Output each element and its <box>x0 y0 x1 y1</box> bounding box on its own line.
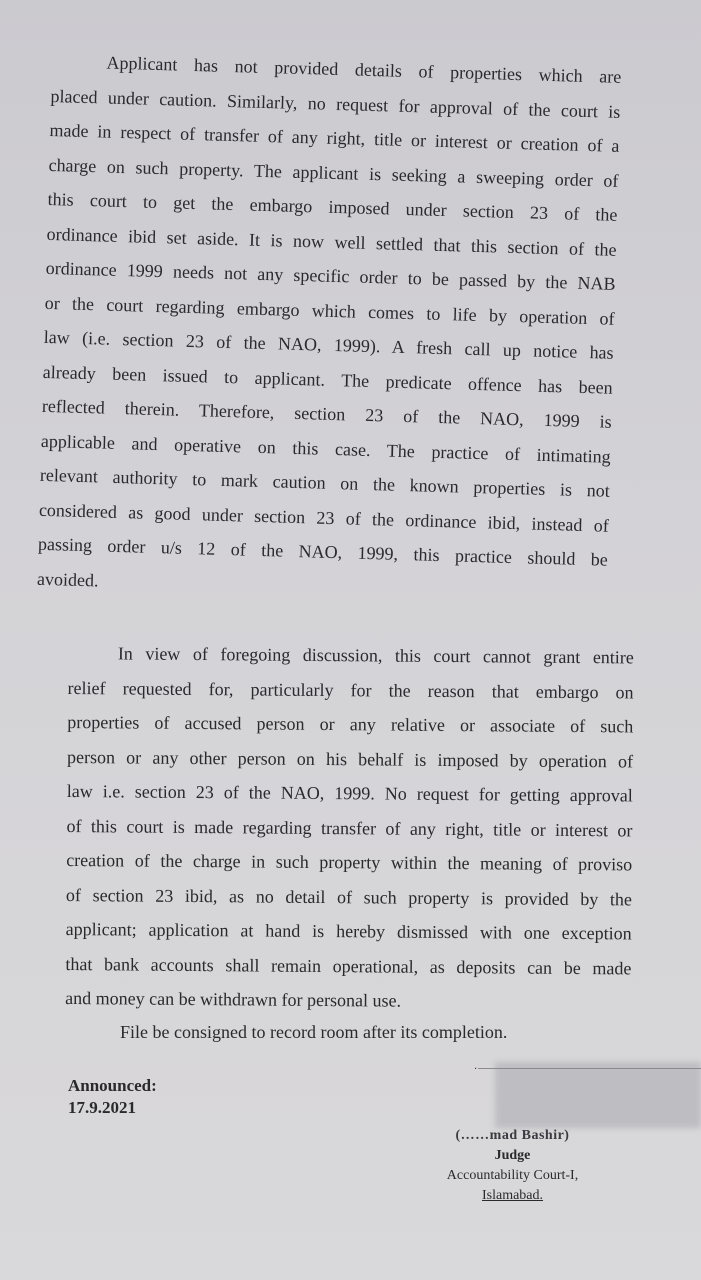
paragraph-2-line: applicant; application at hand is hereby dismissed with one exception <box>65 918 632 944</box>
paragraph-2-line: that bank accounts shall remain operational, as deposits can be made <box>65 953 632 978</box>
signature-block <box>420 1126 605 1206</box>
paragraph-1-line: Applicant has not provided details of properties which are <box>106 52 622 87</box>
paragraph-1-line: reflected therein. Therefore, section 23 of the NAO, 1999 is <box>41 395 612 432</box>
paragraph-2-line: law i.e. section 23 of the NAO, 1999. No request for getting approval <box>66 780 633 806</box>
judge-title: Judge <box>494 1148 531 1163</box>
paragraph-1-line: or the court regarding embargo which comes to life by operation of <box>44 292 615 329</box>
court-name: Accountability Court-I, <box>446 1168 579 1183</box>
paragraph-2-line: relief requested for, particularly for the reason that embargo on <box>67 677 634 702</box>
paragraph-1-line: already been issued to applicant. The predicate offence has been <box>42 361 613 398</box>
paragraph-1-line: passing order u/s 12 of the NAO, 1999, this practice should be <box>37 533 609 570</box>
paragraph-2-line: In view of foregoing discussion, this court cannot grant entire <box>117 643 634 668</box>
announcement-block <box>68 1075 157 1119</box>
announced-date: 17.9.2021 <box>68 1098 136 1117</box>
paragraph-2-line: of section 23 ibid, as no detail of such property is provided by the <box>65 884 633 909</box>
paragraph-1-line: applicable and operative on this case. The practice of intimating <box>40 430 611 467</box>
paragraph-2-line: and money can be withdrawn for personal use. <box>65 987 402 1011</box>
paragraph-1-line: made in respect of transfer of any right, title or interest or creation of a <box>49 119 620 156</box>
paragraph-3: File be consigned to record room after its completion. <box>120 1022 508 1042</box>
paragraph-1-line: ordinance ibid set aside. It is now well settled that this section of the <box>46 223 617 260</box>
paragraph-2-line: of this court is made regarding transfer of any right, title or interest or <box>66 815 633 840</box>
paragraph-1 <box>37 44 622 612</box>
paragraph-2-line: person or any other person on his behalf is imposed by operation of <box>66 746 634 771</box>
paragraph-1-line: relevant authority to mark caution on the known properties is not <box>39 464 611 501</box>
paragraph-1-line: considered as good under section 23 of the ordinance ibid, instead of <box>38 499 610 536</box>
paragraph-2-line: creation of the charge in such property within the meaning of proviso <box>66 849 633 875</box>
court-city: Islamabad. <box>481 1188 544 1203</box>
paragraph-1-line: placed under caution. Similarly, no request for approval of the court is <box>50 85 621 122</box>
paragraph-2-line: properties of accused person or any relative or associate of such <box>67 711 634 737</box>
signature-line <box>478 1068 701 1069</box>
announced-label: Announced: <box>68 1076 157 1095</box>
paragraph-1-line: charge on such property. The applicant is seeking a sweeping order of <box>48 154 619 191</box>
judge-name: (……mad Bashir) <box>455 1128 570 1143</box>
paragraph-1-line: avoided. <box>36 568 99 591</box>
paragraph-1-line: ordinance 1999 needs not any specific order to be passed by the NAB <box>45 257 616 294</box>
redacted-signature-area <box>495 1062 701 1128</box>
signature-mark-icon: ‧ <box>474 1064 478 1075</box>
paragraph-1-line: law (i.e. section 23 of the NAO, 1999). A fresh call up notice has <box>43 326 614 363</box>
paragraph-2 <box>65 636 634 1020</box>
paragraph-1-line: this court to get the embargo imposed under section 23 of the <box>47 188 618 225</box>
